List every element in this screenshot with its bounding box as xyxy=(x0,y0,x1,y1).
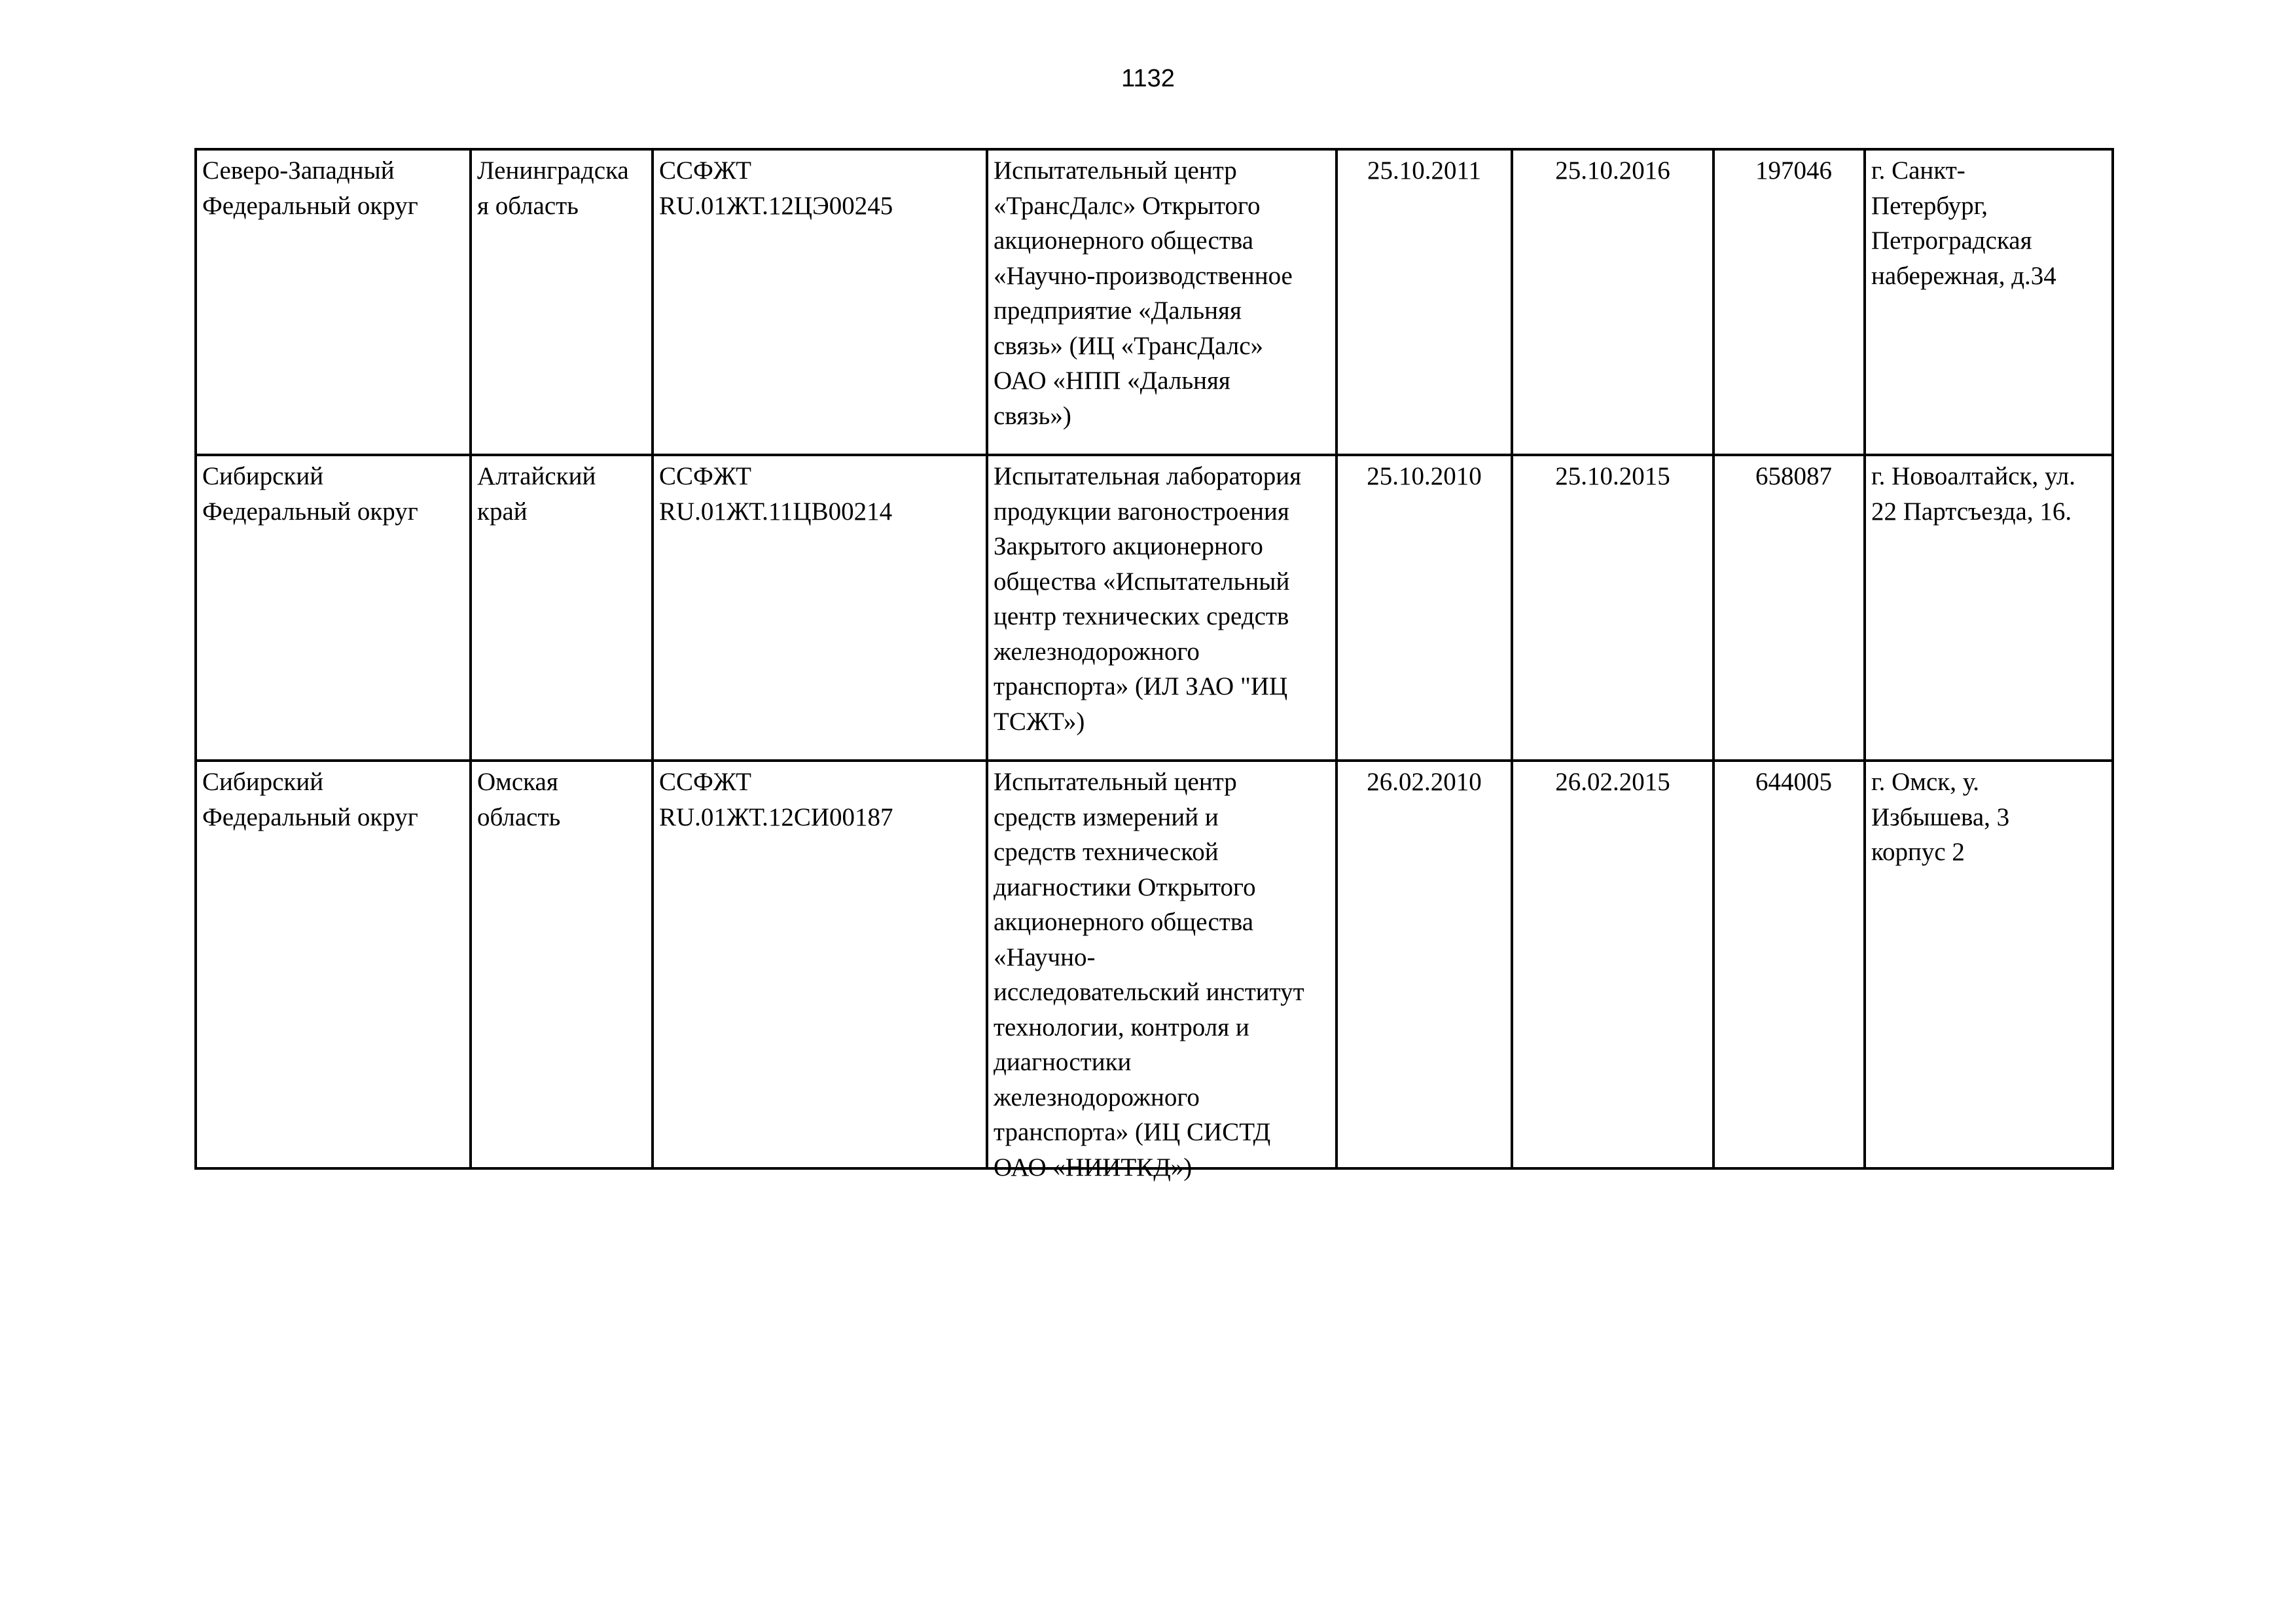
table-row xyxy=(196,455,2113,761)
date-to-cell: 26.02.2015 xyxy=(1512,761,1713,1168)
postcode-cell: 197046 xyxy=(1713,149,1865,455)
certificate-cell: ССФЖТ RU.01ЖТ.12ЦЭ00245 xyxy=(653,149,987,455)
region-cell: Алтайский край xyxy=(471,455,653,761)
table-row xyxy=(196,761,2113,1168)
postcode-cell: 658087 xyxy=(1713,455,1865,761)
address-cell: г. Новоалтайск, ул. 22 Партсъезда, 16. xyxy=(1865,455,2113,761)
table-row xyxy=(196,149,2113,455)
certificate-cell: ССФЖТ RU.01ЖТ.12СИ00187 xyxy=(653,761,987,1168)
organization-cell: Испытательная лаборатория продукции вагоностроения Закрытого акционерного общества «Испытательный центр технических средств железнодорожного транспорта» (ИЛ ЗАО "ИЦ ТСЖТ») xyxy=(987,455,1336,761)
region-cell: Омская область xyxy=(471,761,653,1168)
organization-cell: Испытательный центр «ТрансДалс» Открытого акционерного общества «Научно-производственное предприятие «Дальняя связь» (ИЦ «ТрансДалс» ОАО «НПП «Дальняя связь») xyxy=(987,149,1336,455)
certificate-cell: ССФЖТ RU.01ЖТ.11ЦВ00214 xyxy=(653,455,987,761)
date-from-cell: 26.02.2010 xyxy=(1336,761,1512,1168)
registry-table xyxy=(194,148,2114,1182)
region-cell: Ленинградска я область xyxy=(471,149,653,455)
address-cell: г. Омск, у. Избышева, 3 корпус 2 xyxy=(1865,761,2113,1168)
address-cell: г. Санкт- Петербург, Петроградская набережная, д.34 xyxy=(1865,149,2113,455)
date-to-cell: 25.10.2015 xyxy=(1512,455,1713,761)
date-from-cell: 25.10.2010 xyxy=(1336,455,1512,761)
page-number: 1132 xyxy=(1121,65,1175,92)
district-cell: Сибирский Федеральный округ xyxy=(196,455,471,761)
district-cell: Северо-Западный Федеральный округ xyxy=(196,149,471,455)
district-cell: Сибирский Федеральный округ xyxy=(196,761,471,1168)
postcode-cell: 644005 xyxy=(1713,761,1865,1168)
date-to-cell: 25.10.2016 xyxy=(1512,149,1713,455)
organization-cell: Испытательный центр средств измерений и средств технической диагностики Открытого акционерного общества «Научно- исследовательский институт технологии, контроля и диагностики железнодорожного транспорта» (ИЦ СИСТД ОАО «НИИТКД») xyxy=(987,761,1336,1168)
date-from-cell: 25.10.2011 xyxy=(1336,149,1512,455)
